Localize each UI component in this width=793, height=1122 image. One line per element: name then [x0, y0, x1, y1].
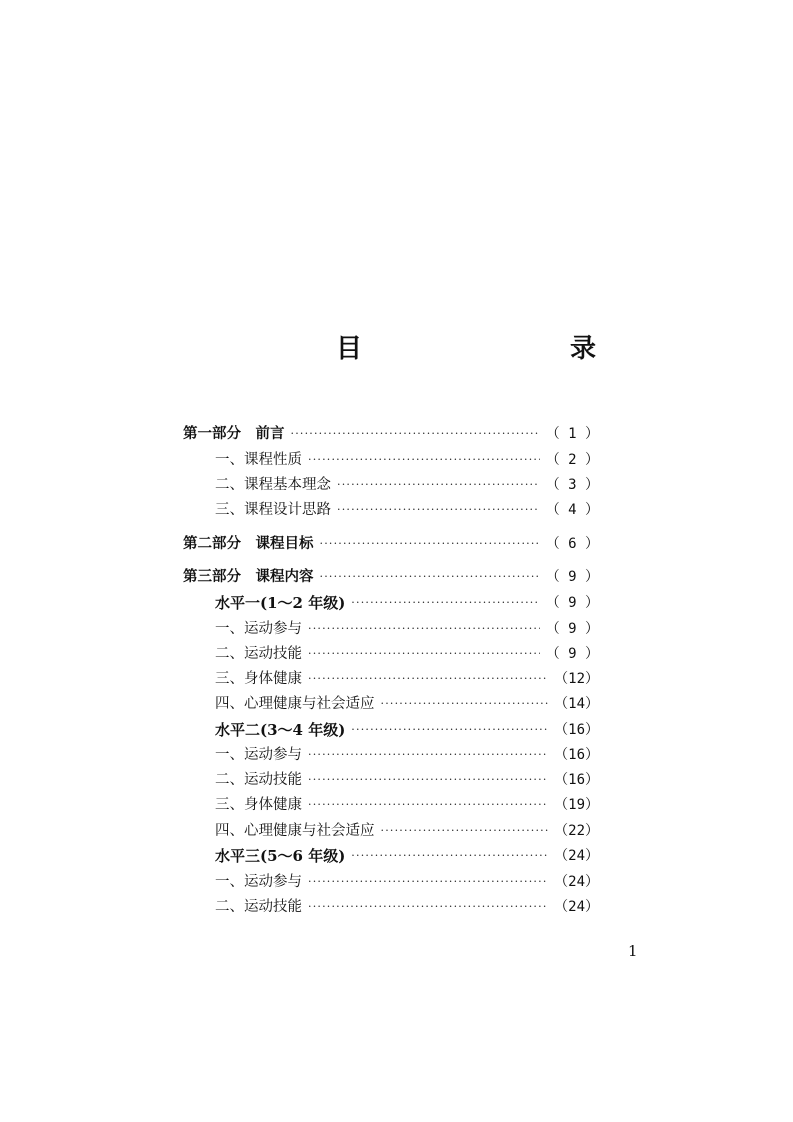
- toc-entry-text: 水平一(1～2 年级): [215, 594, 346, 612]
- toc-leader-dots: [308, 669, 548, 689]
- toc-entry-level-1[interactable]: [215, 593, 599, 613]
- toc-leader-dots: [308, 745, 548, 765]
- toc-entry-text: 二、课程基本理念: [215, 477, 331, 493]
- toc-entry-text: 水平三(5～6 年级): [215, 847, 346, 865]
- toc-entry-text: 二、运动技能: [215, 899, 302, 915]
- toc-page-ref: （24）: [554, 848, 599, 864]
- toc-entry-part-1[interactable]: [183, 424, 599, 444]
- toc-leader-dots: [320, 567, 540, 587]
- toc-entry-text: 一、运动参与: [215, 874, 302, 890]
- toc-leader-dots: [320, 534, 540, 554]
- toc-page-ref: （ 1 ）: [545, 426, 599, 442]
- toc-leader-dots: [351, 846, 548, 866]
- page-title: 目 录: [336, 334, 649, 364]
- toc-entry[interactable]: [215, 669, 599, 689]
- toc-leader-dots: [308, 770, 548, 790]
- toc-leader-dots: [337, 475, 540, 495]
- toc-entry[interactable]: [215, 795, 599, 815]
- toc-page-ref: （ 9 ）: [545, 595, 599, 611]
- toc-entry-text: 四、心理健康与社会适应: [215, 696, 375, 712]
- toc-entry[interactable]: [215, 770, 599, 790]
- toc-page-ref: （12）: [554, 671, 599, 687]
- toc-entry-text: 三、课程设计思路: [215, 502, 331, 518]
- toc-entry[interactable]: [215, 475, 599, 495]
- toc-leader-dots: [308, 619, 540, 639]
- toc-page-ref: （14）: [554, 696, 599, 712]
- toc-entry-part-3[interactable]: [183, 567, 599, 587]
- toc-entry[interactable]: [215, 821, 599, 841]
- toc-entry[interactable]: [215, 694, 599, 714]
- toc-leader-dots: [308, 450, 540, 470]
- toc-page-ref: （24）: [554, 874, 599, 890]
- toc-leader-dots: [308, 795, 548, 815]
- toc-leader-dots: [308, 897, 548, 917]
- toc-page-ref: （ 9 ）: [545, 569, 599, 585]
- toc-page-ref: （24）: [554, 899, 599, 915]
- toc-entry-text: 一、课程性质: [215, 452, 302, 468]
- toc-entry-text: 水平二(3～4 年级): [215, 721, 346, 739]
- toc-page-ref: （16）: [554, 747, 599, 763]
- toc-leader-dots: [381, 821, 549, 841]
- toc-entry[interactable]: [215, 500, 599, 520]
- toc-entry-text: 三、身体健康: [215, 797, 302, 813]
- toc-leader-dots: [351, 593, 539, 613]
- toc-entry-text: 一、运动参与: [215, 747, 302, 763]
- toc-entry-level-2[interactable]: [215, 720, 599, 740]
- toc-page-ref: （ 9 ）: [545, 646, 599, 662]
- toc-entry[interactable]: [215, 897, 599, 917]
- toc-page-ref: （ 6 ）: [545, 536, 599, 552]
- toc-entry[interactable]: [215, 872, 599, 892]
- toc-entry-text: 第三部分 课程内容: [183, 568, 314, 585]
- toc-page-ref: （22）: [554, 823, 599, 839]
- toc-page-ref: （ 3 ）: [545, 477, 599, 493]
- toc-page-ref: （16）: [554, 722, 599, 738]
- toc-entry-text: 一、运动参与: [215, 621, 302, 637]
- toc-entry[interactable]: [215, 450, 599, 470]
- toc-page-ref: （16）: [554, 772, 599, 788]
- toc-entry[interactable]: [215, 619, 599, 639]
- toc-entry-level-3[interactable]: [215, 846, 599, 866]
- toc-entry-text: 第一部分 前言: [183, 425, 285, 442]
- toc-entry-text: 二、运动技能: [215, 646, 302, 662]
- toc-page-ref: （ 2 ）: [545, 452, 599, 468]
- toc-leader-dots: [291, 424, 540, 444]
- toc-entry[interactable]: [215, 644, 599, 664]
- toc-leader-dots: [381, 694, 549, 714]
- toc-leader-dots: [351, 720, 548, 740]
- toc-page-ref: （ 9 ）: [545, 621, 599, 637]
- page-number: 1: [628, 942, 638, 960]
- toc-entry-text: 第二部分 课程目标: [183, 535, 314, 552]
- toc-entry-text: 四、心理健康与社会适应: [215, 823, 375, 839]
- toc-leader-dots: [337, 500, 540, 520]
- toc-entry-text: 二、运动技能: [215, 772, 302, 788]
- toc-entry-part-2[interactable]: [183, 534, 599, 554]
- toc-leader-dots: [308, 644, 540, 664]
- toc-entry-text: 三、身体健康: [215, 671, 302, 687]
- toc-page-ref: （ 4 ）: [545, 502, 599, 518]
- toc-page-ref: （19）: [554, 797, 599, 813]
- toc-entry[interactable]: [215, 745, 599, 765]
- toc-leader-dots: [308, 872, 548, 892]
